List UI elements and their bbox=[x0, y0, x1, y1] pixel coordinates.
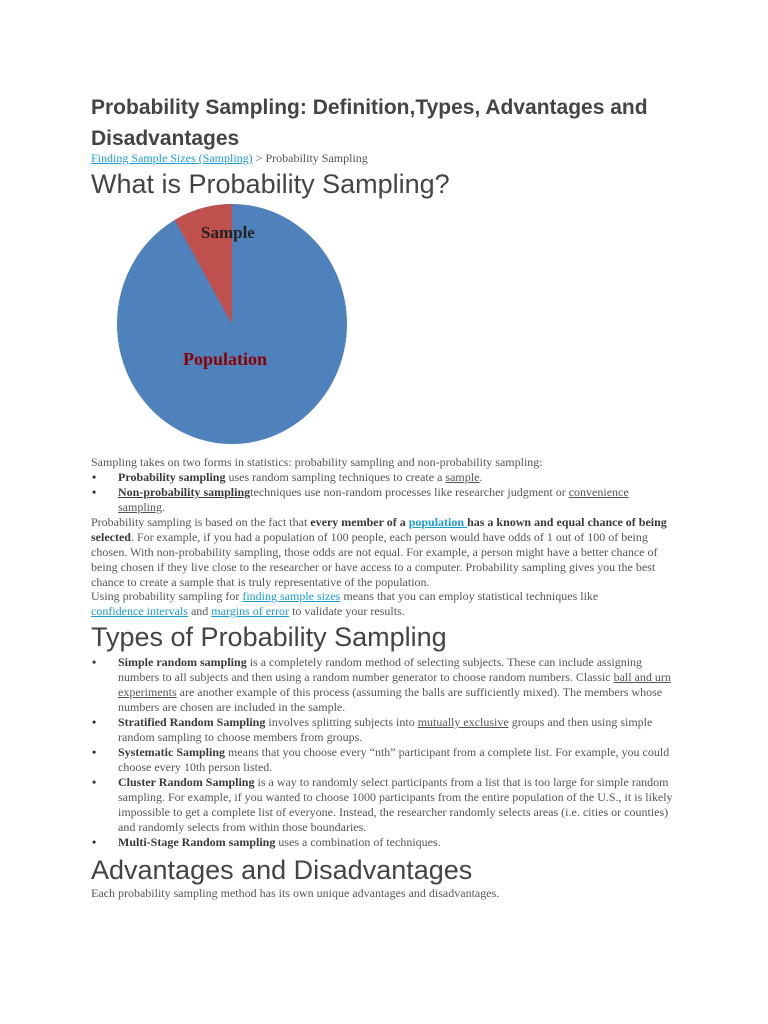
term-simple-random-sampling: Simple random sampling bbox=[118, 655, 247, 669]
para-text: Probability sampling is based on the fact that bbox=[91, 515, 311, 529]
breadcrumb-current: Probability Sampling bbox=[265, 151, 368, 165]
link-confidence-intervals[interactable]: confidence intervals bbox=[91, 604, 188, 618]
sampling-types-list bbox=[91, 655, 679, 850]
breadcrumb-separator: > bbox=[252, 151, 266, 165]
list-item-probability-sampling bbox=[91, 470, 661, 485]
list-item-cluster bbox=[91, 775, 679, 835]
list-item-non-probability-sampling bbox=[91, 485, 661, 515]
term-non-probability-sampling[interactable]: Non-probability sampling bbox=[118, 485, 251, 499]
para-text: and bbox=[187, 604, 212, 618]
list-item-text: techniques use non-random processes like researcher judgment or bbox=[250, 485, 569, 499]
pie-label-population: Population bbox=[182, 349, 268, 369]
para-text: Using probability sampling for bbox=[91, 589, 243, 603]
list-item-text: groups and then using simple random sampling to choose members from groups. bbox=[118, 715, 653, 744]
para-text: means that you can employ statistical techniques like bbox=[340, 589, 599, 603]
para-bold: has a known and equal chance of being selected bbox=[91, 515, 667, 544]
list-item-systematic bbox=[91, 745, 679, 775]
list-item-text: is a way to randomly select participants from a list that is too large for simple random sampling. For example, if you wanted to choose 1000 participants from the entire population of the U.S., it is likely impossible to get a complete list of everyone. Instead, the researcher randomly selects areas (i.e. cities or counties) and randomly selects from within those boundaries. bbox=[118, 775, 673, 834]
list-item-multi-stage bbox=[91, 835, 679, 850]
link-finding-sample-sizes[interactable]: finding sample sizes bbox=[242, 589, 341, 603]
para-text: . For example, if you had a population of 100 people, each person would have odds of 1 out of 100 of being chosen. With non-probability sampling, those odds are not equal. For example, a person might have a better chance of being chosen if they live close to the researcher or have access to a computer. Probability sampling gives you the best chance to create a sample that is truly representative of the population. bbox=[91, 530, 658, 589]
closing-paragraph: Each probability sampling method has its own unique advantages and disadvantages. bbox=[91, 886, 500, 900]
list-item-text: uses random sampling techniques to create a bbox=[225, 470, 446, 484]
link-convenience-sampling[interactable]: convenience sampling bbox=[118, 485, 629, 514]
term-cluster-random-sampling: Cluster Random Sampling bbox=[118, 775, 255, 789]
section-heading-what-is: What is Probability Sampling? bbox=[91, 169, 450, 199]
page-title: Probability Sampling: Definition,Types, Advantages and Disadvantages bbox=[91, 96, 648, 150]
list-item-simple-random bbox=[91, 655, 679, 715]
list-item-text: involves splitting subjects into bbox=[265, 715, 418, 729]
link-mutually-exclusive[interactable]: mutually exclusive bbox=[417, 715, 509, 729]
usage-paragraph bbox=[91, 589, 631, 619]
para-bold: every member of a bbox=[310, 515, 409, 529]
term-systematic-sampling: Systematic Sampling bbox=[118, 745, 226, 759]
breadcrumb-link-finding-sample-sizes[interactable]: Finding Sample Sizes (Sampling) bbox=[91, 151, 253, 165]
section-heading-advantages: Advantages and Disadvantages bbox=[91, 855, 473, 885]
list-item-end: . bbox=[479, 470, 483, 484]
list-item-text: is a completely random method of selecting subjects. These can include assigning numbers to all subjects and then using a random number generator to choose random numbers. Classic bbox=[118, 655, 643, 684]
para-text: to validate your results. bbox=[289, 604, 405, 618]
link-sample[interactable]: sample bbox=[445, 470, 480, 484]
list-item-end: . bbox=[162, 500, 165, 514]
list-item-text: are another example of this process (assuming the balls are sufficiently mixed). The members whose numbers are chosen are included in the sample. bbox=[118, 685, 663, 714]
link-margins-of-error[interactable]: margins of error bbox=[211, 604, 290, 618]
intro-paragraph: Sampling takes on two forms in statistics: probability sampling and non-probability sampling: bbox=[91, 455, 543, 469]
section-heading-types: Types of Probability Sampling bbox=[91, 622, 447, 652]
list-item-stratified bbox=[91, 715, 679, 745]
list-item-text: uses a combination of techniques. bbox=[275, 835, 441, 849]
pie-label-sample: Sample bbox=[201, 223, 255, 242]
term-probability-sampling: Probability sampling bbox=[118, 470, 226, 484]
link-population[interactable]: population bbox=[408, 515, 468, 529]
link-ball-and-urn[interactable]: ball and urn experiments bbox=[118, 670, 671, 699]
probability-paragraph bbox=[91, 515, 679, 590]
sampling-forms-list bbox=[91, 470, 661, 515]
list-item-text: means that you choose every “nth” participant from a complete list. For example, you could choose every 10th person listed. bbox=[118, 745, 670, 774]
term-multi-stage-random-sampling: Multi-Stage Random sampling bbox=[118, 835, 276, 849]
term-stratified-random-sampling: Stratified Random Sampling bbox=[118, 715, 266, 729]
sample-population-pie-chart bbox=[117, 204, 351, 444]
breadcrumb bbox=[91, 151, 368, 165]
